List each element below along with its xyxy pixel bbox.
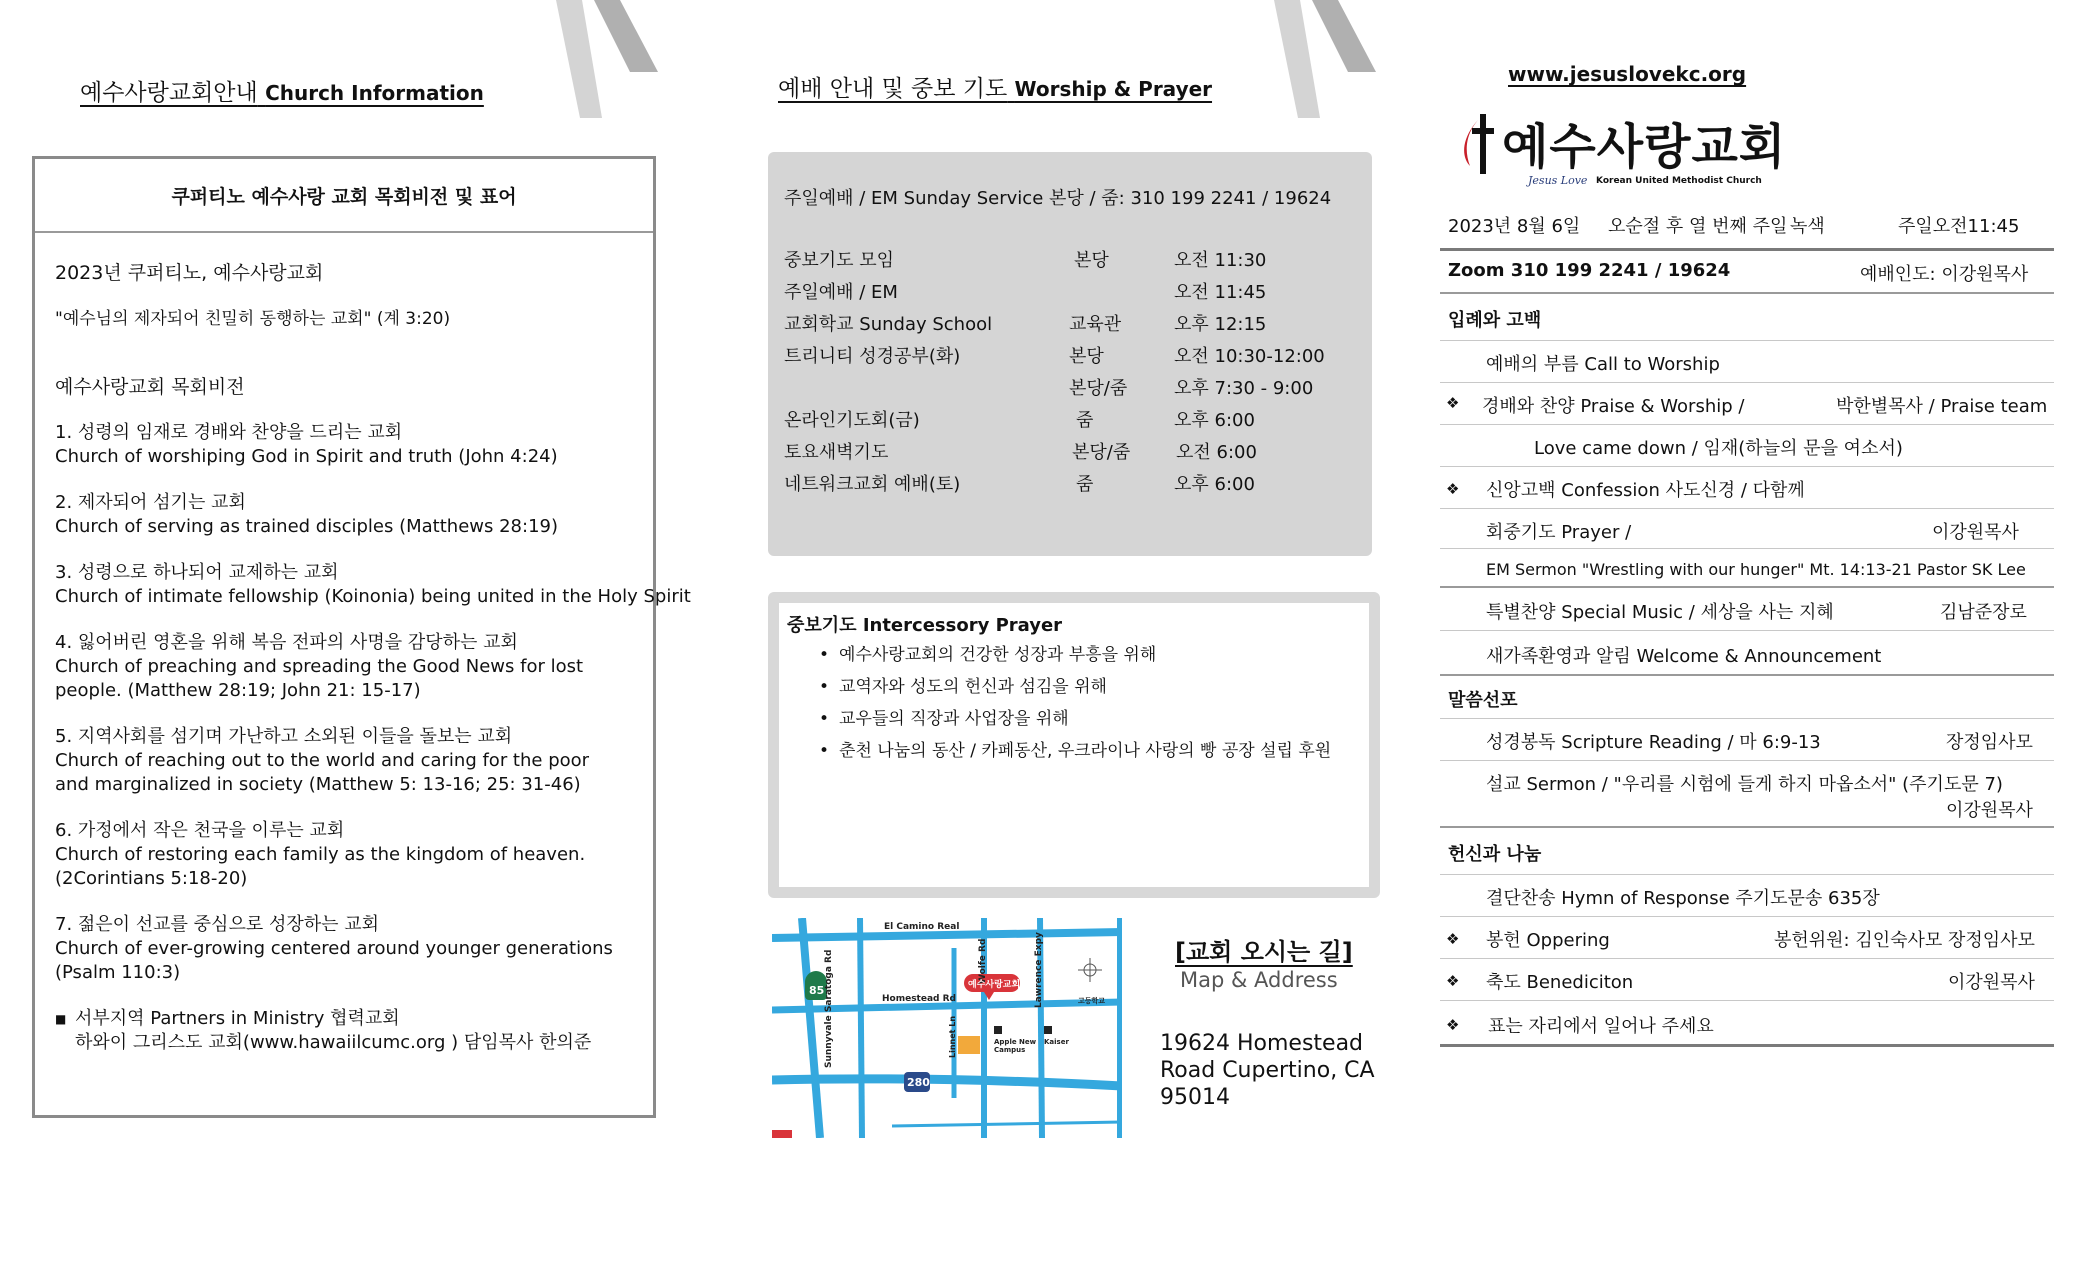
bulletin-date: 2023년 8월 6일 [1448,216,1581,237]
church-info-title-en: Church Information [265,81,484,105]
vision-item [55,913,615,985]
map-label-school: 고등학교 [1078,997,1106,1005]
service-name: 네트워크교회 예배(토) [784,474,961,495]
map-label-saratoga: Sunnyvale Saratoga Rd [824,949,834,1068]
map-label-el-camino: El Camino Real [884,922,960,932]
map-label-apple: Apple New Campus [994,1038,1037,1054]
worship-prayer-title-en: Worship & Prayer [1014,77,1213,101]
vision-item [55,561,691,609]
sunday-service-line: 주일예배 / EM Sunday Service 본당 / 줌: 310 199 2241 / 19624 [784,188,1332,209]
service-place: 본당/줌 [1069,378,1128,399]
partner-block [55,1007,653,1055]
service-place: 본당 [1069,346,1104,367]
church-logo [1456,108,1816,188]
worship-prayer-title-ko: 예배 안내 및 중보 기도 [778,76,1008,102]
vision-item-ko: 6. 가정에서 작은 천국을 이루는 교회 [55,820,345,841]
service-name: 트리니티 성경공부(화) [784,346,961,367]
church-address [1160,1030,1375,1111]
order-sermon-preacher: 이강원목사 [1946,800,2033,821]
address-line: 95014 [1160,1085,1230,1110]
vision-item-en: Church of worshiping God in Spirit and truth (John 4:24) [55,446,558,467]
divider [1440,424,2054,425]
divider [1440,958,2054,959]
order-call-to-worship: 예배의 부름 Call to Worship [1486,354,1720,375]
square-bullet-icon: ■ [55,1012,67,1026]
church-info-title [80,74,484,107]
order-offering: 봉헌 Oppering [1486,930,1610,951]
vision-item-en: Church of reaching out to the world and caring for the poor and marginalized in society (Matthew 5: 13-16; 25: 31-46) [55,750,590,795]
directions-subtitle: Map & Address [1180,968,1338,992]
website-link[interactable]: www.jesuslovekc.org [1508,62,1747,86]
divider [1440,248,2054,251]
section-offering: 헌신과 나눔 [1448,844,1542,865]
prayer-list [819,643,1331,771]
service-place: 줌 [1076,410,1094,431]
partner-line-1: 서부지역 Partners in Ministry 협력교회 [75,1008,400,1029]
address-line: Road Cupertino, CA [1160,1058,1375,1083]
vision-item [55,819,615,891]
divider [1440,382,2054,383]
service-name: 교회학교 Sunday School [784,314,993,335]
vision-item [55,421,653,469]
year-line: 2023년 쿠퍼티노, 예수사랑교회 [55,262,324,284]
diamond-bullet-icon: ❖ [1446,480,1460,498]
order-praise-leader: 박한별목사 / Praise team [1836,396,2048,417]
map-label-lawrence: Lawrence Expy [1034,932,1044,1008]
service-place: 본당 [1074,250,1109,271]
partner-line-2: 하와이 그리스도 교회(www.hawaiilcumc.org ) 담임목사 한의준 [75,1032,592,1053]
service-time: 오후 7:30 - 9:00 [1174,378,1314,399]
map-pin-church: 예수사랑교회 [968,980,1021,990]
hwy-85-icon: 85 [809,984,825,997]
logo-name: 예수사랑교회 [1502,119,1787,175]
diamond-bullet-icon: ❖ [1446,972,1460,990]
vision-item-ko: 1. 성령의 임재로 경배와 찬양을 드리는 교회 [55,422,403,443]
vision-body [35,233,691,1055]
divider [1440,674,2054,676]
divider [1440,874,2054,875]
motto: "예수님의 제자되어 친밀히 동행하는 교회" (계 3:20) [55,309,451,329]
divider [1440,340,2054,341]
order-praise-songs: Love came down / 임재(하늘의 문을 여소서) [1534,438,1903,459]
directions-title: [교회 오시는 길] [1175,938,1353,966]
map-label-homestead: Homestead Rd [882,994,956,1004]
liturgical-color: 녹색 [1790,216,1825,237]
order-hymn: 결단찬송 Hymn of Response 주기도문송 635장 [1486,888,1880,909]
vision-item-ko: 4. 잃어버린 영혼을 위해 복음 전파의 사명을 감당하는 교회 [55,632,518,653]
order-confession: 신앙고백 Confession 사도신경 / 다함께 [1486,480,1805,501]
divider [1440,1044,2054,1047]
service-row [784,310,1364,334]
worship-schedule-box [768,152,1372,556]
vision-title: 예수사랑교회 목회비전 [55,376,245,398]
divider [1440,826,2054,828]
service-time: 오전 10:30-12:00 [1174,346,1325,367]
prayer-title: 중보기도 Intercessory Prayer [787,615,1063,636]
order-special-music-by: 김남준장로 [1940,602,2027,623]
prayer-item: • 교역자와 성도의 헌신과 섬김을 위해 [819,675,1331,707]
order-prayer: 회중기도 Prayer / [1486,522,1632,543]
service-time: 오전 11:45 [1174,282,1267,303]
vision-box-title: 쿠퍼티노 예수사랑 교회 목회비전 및 표어 [35,159,653,233]
map-label-linnet: Linnet Ln [948,1015,957,1058]
service-place: 교육관 [1069,314,1122,335]
logo-script: Jesus Love [1528,174,1588,187]
fold-stripe-left [550,0,660,120]
address-line: 19624 Homestead [1160,1031,1364,1056]
divider [1440,760,2054,761]
cross-flame-icon [1456,114,1502,178]
order-benediction: 축도 Benediciton [1486,972,1634,993]
diamond-bullet-icon: ❖ [1446,394,1460,412]
diamond-bullet-icon: ❖ [1446,930,1460,948]
service-row [784,278,1364,302]
service-time: 오후 6:00 [1174,474,1255,495]
logo-english-name: Korean United Methodist Church [1596,176,1762,186]
prayer-item: • 교우들의 직장과 사업장을 위해 [819,707,1331,739]
divider [1440,548,2054,549]
vision-item-en: Church of intimate fellowship (Koinonia) being united in the Holy Spirit [55,586,691,607]
service-place: 줌 [1076,474,1094,495]
vision-item-ko: 3. 성령으로 하나되어 교제하는 교회 [55,562,339,583]
prayer-item: • 예수사랑교회의 건강한 성장과 부흥을 위해 [819,643,1331,675]
vision-item [55,631,639,703]
order-scripture: 성경봉독 Scripture Reading / 마 6:9-13 [1486,732,1821,753]
service-name: 토요새벽기도 [784,442,889,463]
divider [1440,292,2054,294]
divider [1440,718,2054,719]
service-time: 주일오전11:45 [1898,216,2020,237]
section-entrance: 입례와 고백 [1448,310,1542,331]
order-praise: 경배와 찬양 Praise & Worship / [1482,396,1745,417]
vision-item-en: Church of serving as trained disciples (Matthews 28:19) [55,516,558,537]
order-scripture-reader: 장정임사모 [1946,732,2033,753]
fold-stripe-right [1268,0,1378,120]
service-place: 본당/줌 [1072,442,1131,463]
service-time: 오전 6:00 [1176,442,1257,463]
vision-item-ko: 2. 제자되어 섬기는 교회 [55,492,246,513]
vision-item-en: Church of restoring each family as the kingdom of heaven. (2Corintians 5:18-20) [55,844,586,889]
service-time: 오후 12:15 [1174,314,1267,335]
service-row [784,406,1364,430]
worship-prayer-title [778,70,1212,103]
map-label-kaiser: Kaiser [1044,1038,1069,1046]
vision-item-en: Church of preaching and spreading the Good News for lost people. (Matthew 28:19; John 21: 15-17) [55,656,584,701]
order-sermon: 설교 Sermon / "우리를 시험에 들게 하지 마옵소서" (주기도문 7) [1486,774,2003,795]
vision-item-ko: 5. 지역사회를 섬기며 가난하고 소외된 이들을 돌보는 교회 [55,726,513,747]
service-time: 오전 11:30 [1174,250,1267,271]
service-time: 오후 6:00 [1174,410,1255,431]
order-offering-by: 봉헌위원: 김인숙사모 장정임사모 [1774,930,2035,951]
worship-leader: 예배인도: 이강원목사 [1860,264,2029,285]
divider [1440,630,2054,631]
divider [1440,586,2054,588]
zoom-info: Zoom 310 199 2241 / 19624 [1448,260,1731,281]
service-row [784,246,1364,270]
service-row [784,438,1364,462]
order-prayer-leader: 이강원목사 [1932,522,2019,543]
church-map [772,918,1122,1138]
order-welcome: 새가족환영과 알림 Welcome & Announcement [1486,646,1882,667]
vision-box [32,156,691,1118]
vision-item [55,725,615,797]
service-name: 주일예배 / EM [784,282,898,303]
service-name: 온라인기도회(금) [784,410,920,431]
vision-item-ko: 7. 젊은이 선교를 중심으로 성장하는 교회 [55,914,379,935]
vision-item [55,491,653,539]
order-benediction-by: 이강원목사 [1948,972,2035,993]
vision-item-en: Church of ever-growing centered around younger generations (Psalm 110:3) [55,938,613,983]
map-label-wolfe: Wolfe Rd [978,938,988,984]
divider [1440,1000,2054,1001]
divider [1440,508,2054,509]
service-row [784,470,1364,494]
intercessory-prayer-box [768,592,1380,898]
service-row [784,374,1364,398]
section-word: 말씀선포 [1448,690,1518,711]
liturgical-season: 오순절 후 열 번째 주일 [1608,216,1788,237]
service-name: 중보기도 모임 [784,250,895,271]
bulletin-date-row [1448,212,2052,238]
diamond-bullet-icon: ❖ [1446,1016,1460,1034]
service-row [784,342,1364,366]
church-info-title-ko: 예수사랑교회안내 [80,80,258,106]
divider [1440,916,2054,917]
hwy-280-icon: 280 [907,1076,930,1089]
divider [1440,466,2054,467]
order-standing-note: 표는 자리에서 일어나 주세요 [1488,1016,1714,1037]
prayer-item: • 춘천 나눔의 동산 / 카페동산, 우크라이나 사랑의 빵 공장 설립 후원 [819,739,1331,771]
order-em-sermon: EM Sermon "Wrestling with our hunger" Mt. 14:13-21 Pastor SK Lee [1486,560,2026,579]
order-special-music: 특별찬양 Special Music / 세상을 사는 지혜 [1486,602,1834,623]
